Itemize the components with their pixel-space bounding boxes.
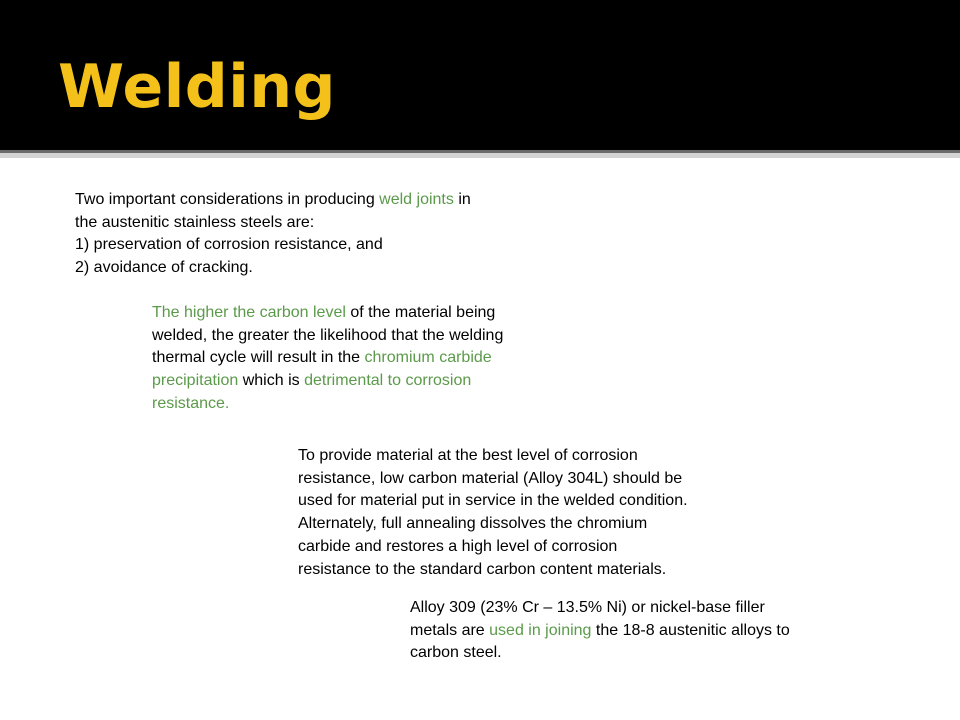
text-segment: carbide and restores a high level of corrosion: [298, 537, 618, 555]
text-segment: Alloy 309 (23% Cr – 13.5% Ni) or nickel-base filler: [410, 599, 765, 616]
highlight-carbon-level: The higher the carbon level: [152, 304, 346, 321]
text-segment: Alternately, full annealing dissolves the chromium: [298, 515, 648, 533]
text-segment: which is: [238, 372, 305, 390]
text-segment: in: [453, 191, 471, 208]
highlight-chromium-carbide: chromium carbide: [364, 349, 492, 367]
highlight-detrimental: detrimental to corrosion: [304, 372, 472, 390]
text-segment: carbon steel.: [410, 644, 502, 662]
text-segment: resistance to the standard carbon content materials.: [298, 560, 667, 578]
text-segment: of the material being: [345, 304, 496, 321]
text-segment: welded, the greater the likelihood that the welding: [152, 326, 504, 344]
highlight-weld-joints: weld joints: [379, 191, 454, 208]
highlight-precipitation: precipitation: [152, 372, 239, 390]
title-bar: [0, 0, 960, 150]
highlight-used-in-joining: used in joining: [489, 621, 592, 639]
text-segment: the austenitic stainless steels are:: [75, 213, 315, 231]
paragraph-low-carbon: [298, 445, 778, 581]
highlight-resistance: resistance.: [152, 394, 230, 412]
paragraph-considerations: [75, 189, 555, 280]
text-segment: resistance, low carbon material (Alloy 304L) should be: [298, 469, 683, 487]
text-segment: metals are: [410, 621, 490, 639]
title-divider-light: [0, 153, 960, 158]
list-item-corrosion: 1) preservation of corrosion resistance, and: [75, 236, 383, 254]
text-segment: used for material put in service in the welded condition.: [298, 492, 688, 510]
paragraph-alloy-309: [410, 597, 890, 665]
paragraph-carbon-level: [152, 302, 552, 416]
text-segment: thermal cycle will result in the: [152, 349, 365, 367]
text-segment: To provide material at the best level of corrosion: [298, 447, 638, 464]
slide-title: Welding: [58, 52, 336, 122]
list-item-cracking: 2) avoidance of cracking.: [75, 259, 253, 277]
text-segment: Two important considerations in producing: [75, 191, 380, 208]
text-segment: the 18-8 austenitic alloys to: [591, 621, 790, 639]
